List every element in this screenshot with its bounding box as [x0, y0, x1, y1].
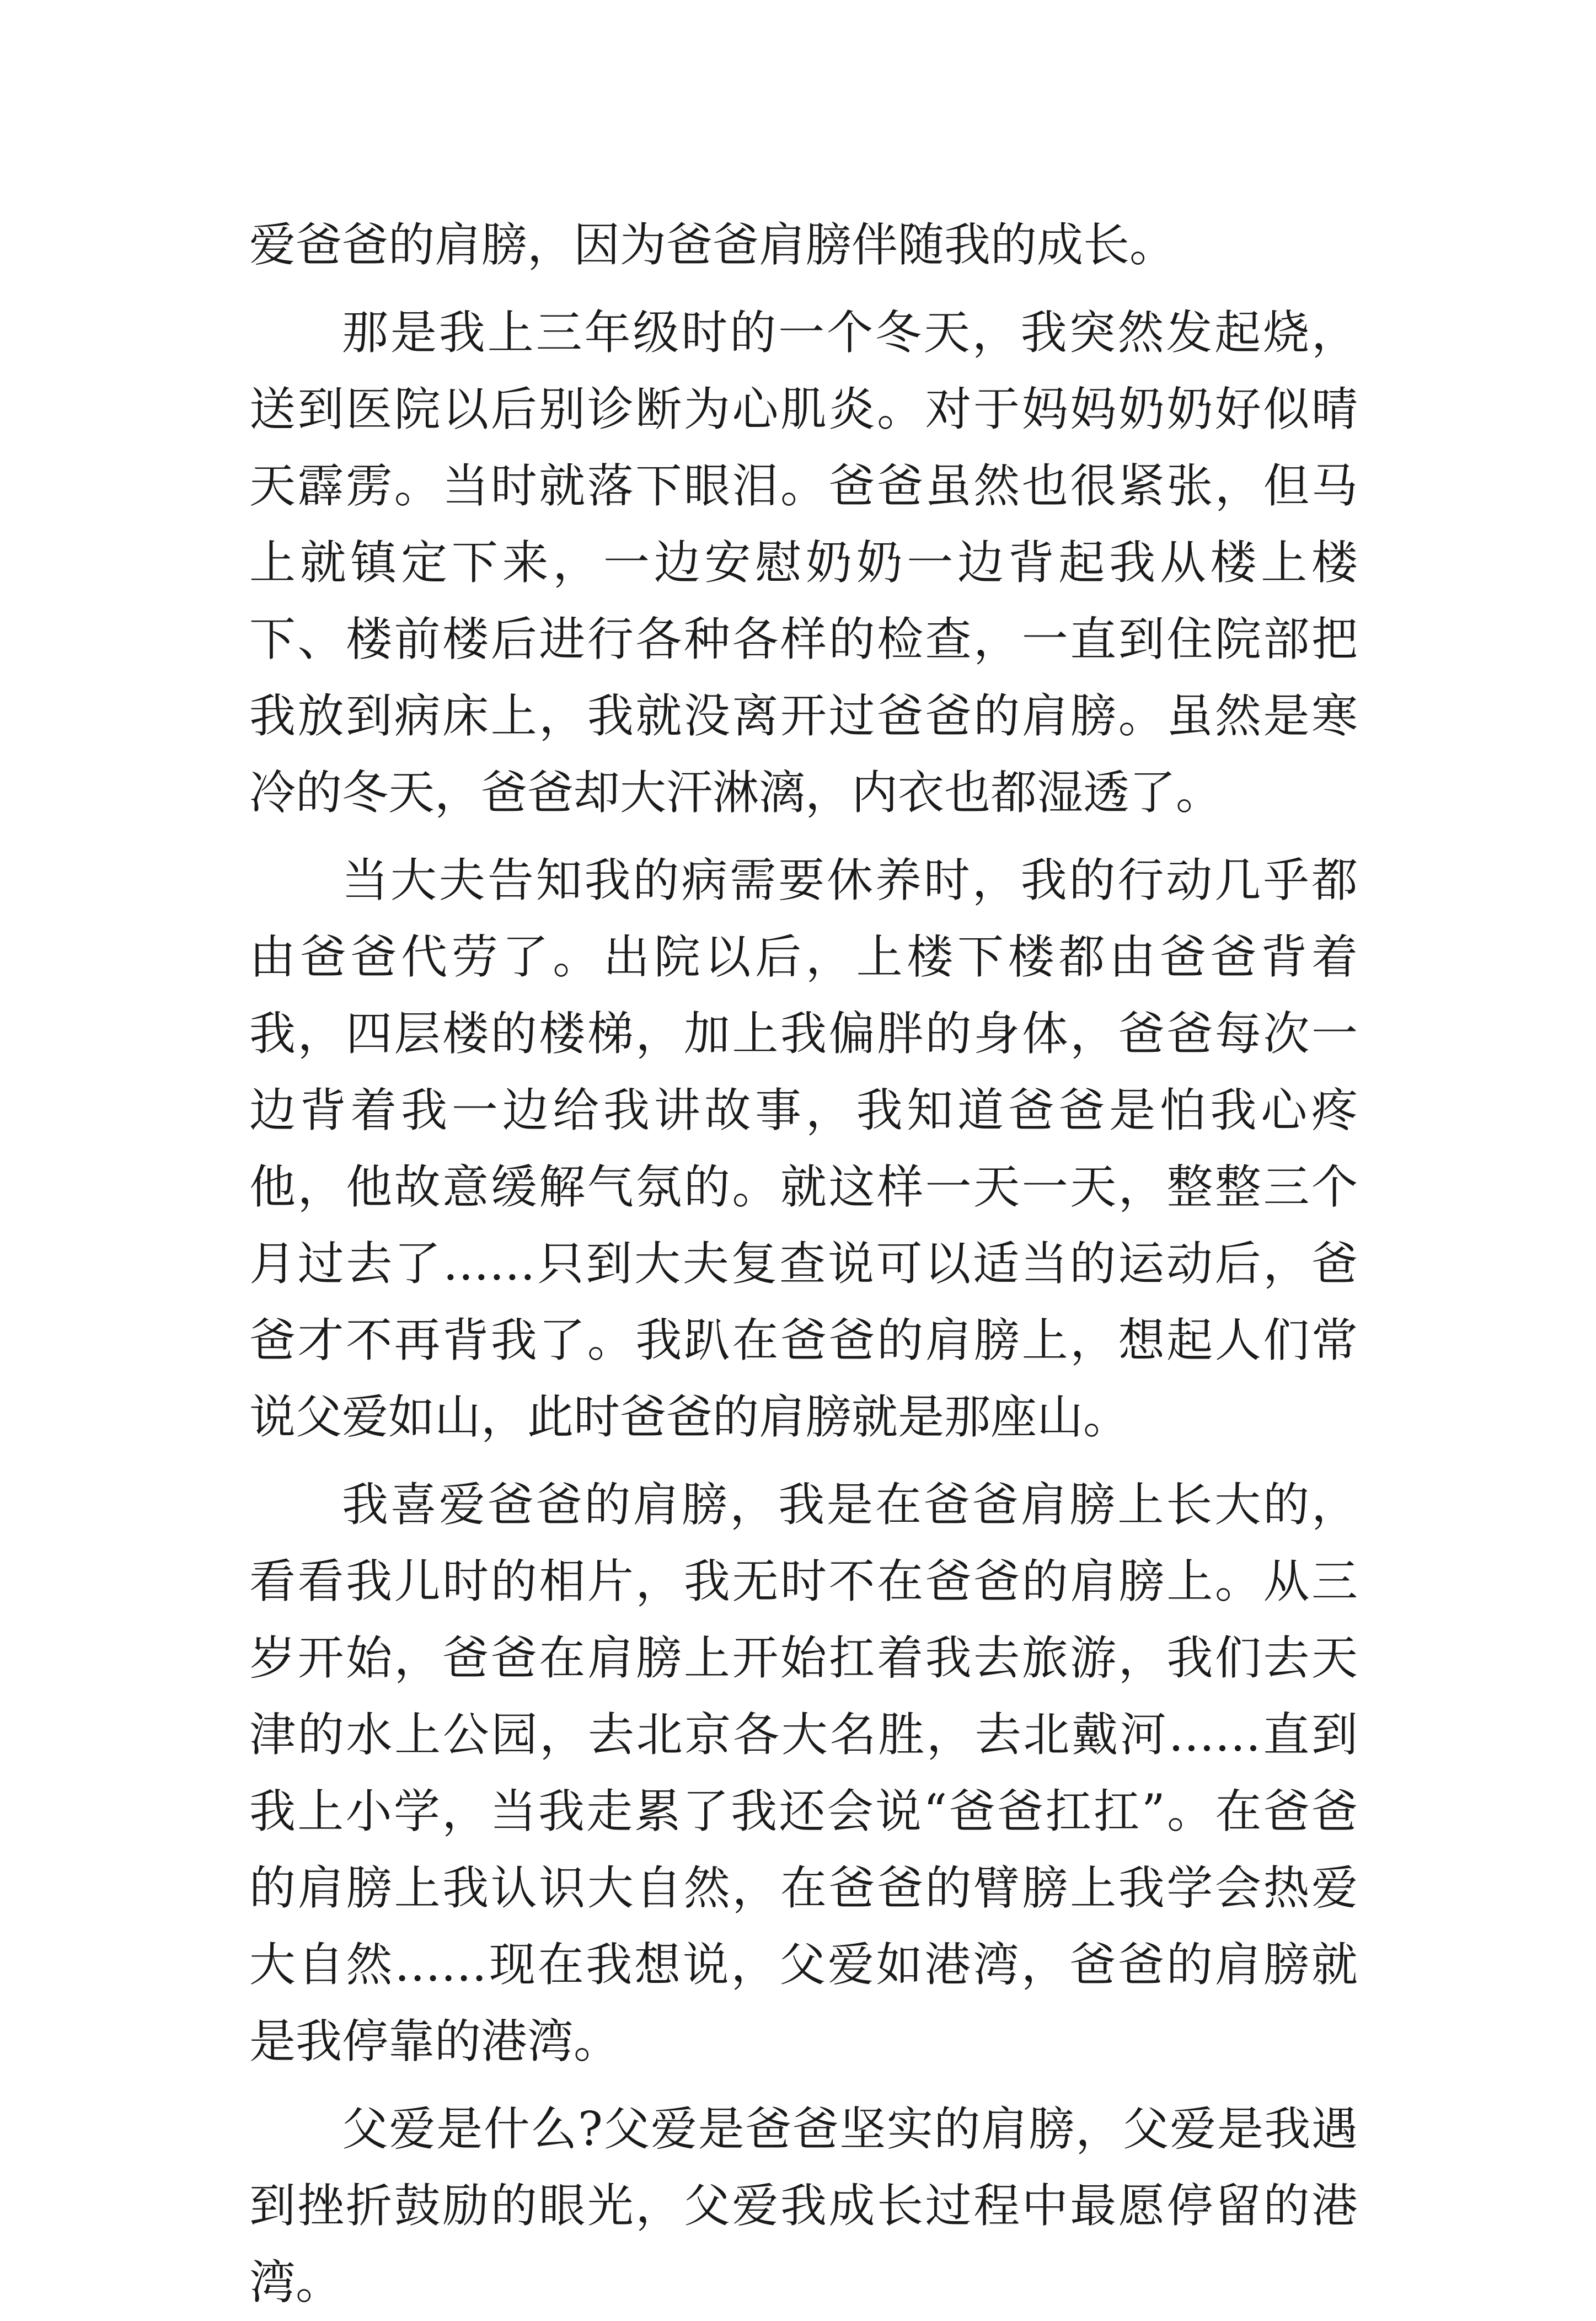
paragraph-continuation: 爱爸爸的肩膀，因为爸爸肩膀伴随我的成长。	[249, 218, 1176, 272]
paragraph: 当大夫告知我的病需要休养时，我的行动几乎都由爸爸代劳了。出院以后，上楼下楼都由爸爸背着我，四层楼的楼梯，加上我偏胖的身体，爸爸每次一边背着我一边给我讲故事，我知道爸爸是怕我心疼他，他故意缓解气氛的。就这样一天一天，整整三个月过去了……只到大夫复查说可以适当的运动后，爸爸才不再背我了。我趴在爸爸的肩膀上，想起人们常说父爱如山，此时爸爸的肩膀就是那座山。	[249, 853, 1358, 1444]
paragraph: 我喜爱爸爸的肩膀，我是在爸爸肩膀上长大的，看看我儿时的相片，我无时不在爸爸的肩膀上。从三岁开始，爸爸在肩膀上开始扛着我去旅游，我们去天津的水上公园，去北京各大名胜，去北戴河……直到我上小学，当我走累了我还会说“爸爸扛扛”。在爸爸的肩膀上我认识大自然，在爸爸的臂膀上我学会热爱大自然……现在我想说，父爱如港湾，爸爸的肩膀就是我停靠的港湾。	[249, 1478, 1358, 2068]
paragraph-closing: 父爱是什么?父爱是爸爸坚实的肩膀，父爱是我遇到挫折鼓励的眼光，父爱我成长过程中最愿停留的港湾。	[249, 2102, 1358, 2309]
essay-body	[249, 207, 1358, 2321]
paragraph: 那是我上三年级时的一个冬天，我突然发起烧，送到医院以后别诊断为心肌炎。对于妈妈奶奶好似晴天霹雳。当时就落下眼泪。爸爸虽然也很紧张，但马上就镇定下来，一边安慰奶奶一边背起我从楼上楼下、楼前楼后进行各种各样的检查，一直到住院部把我放到病床上，我就没离开过爸爸的肩膀。虽然是寒冷的冬天，爸爸却大汗淋漓，内衣也都湿透了。	[249, 306, 1358, 820]
